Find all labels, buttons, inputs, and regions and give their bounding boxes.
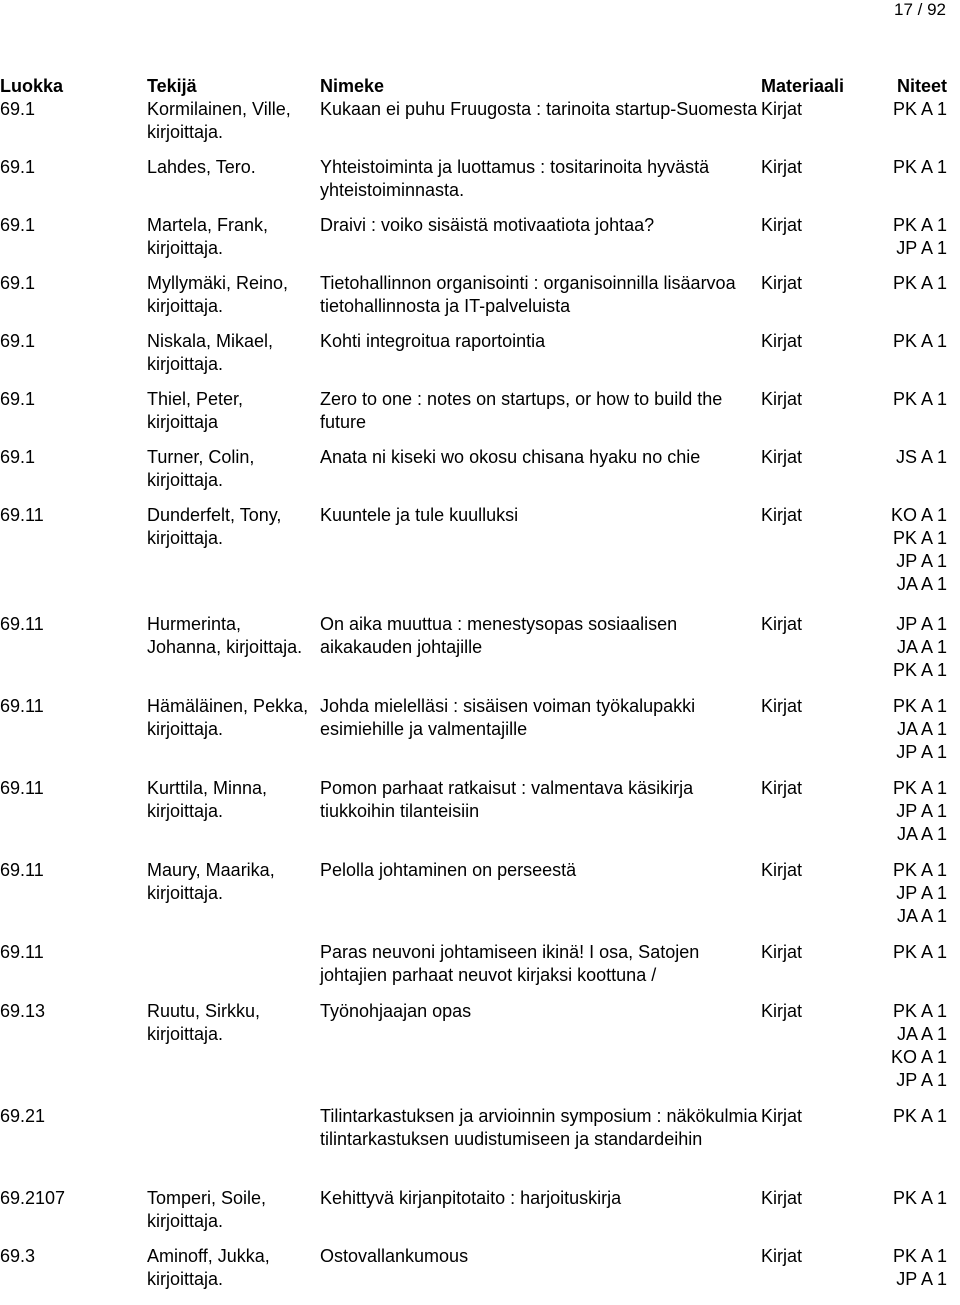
cell-material: Kirjat bbox=[761, 1001, 803, 1021]
location-item: PK A 1 bbox=[892, 942, 947, 962]
location-item: JP A 1 bbox=[896, 1269, 947, 1289]
cell-locations bbox=[840, 941, 947, 964]
cell-title: Zero to one : notes on startups, or how to build the future bbox=[320, 389, 723, 432]
cell-author: Hämäläinen, Pekka, kirjoittaja. bbox=[147, 696, 309, 739]
location-item: PK A 1 bbox=[892, 389, 947, 409]
cell-title: Tilintarkastuksen ja arvioinnin symposium : näkökulmia tilintarkastuksen uudistumiseen ja standardeihin bbox=[320, 1106, 758, 1149]
cell-locations bbox=[840, 388, 947, 411]
table-row bbox=[0, 98, 960, 156]
cell-title: Anata ni kiseki wo okosu chisana hyaku no chie bbox=[320, 447, 701, 467]
location-item: PK A 1 bbox=[892, 215, 947, 235]
location-item: JP A 1 bbox=[896, 1070, 947, 1090]
cell-locations bbox=[840, 98, 947, 121]
table-row bbox=[0, 504, 960, 613]
cell-locations bbox=[840, 156, 947, 179]
cell-title: Yhteistoiminta ja luottamus : tositarinoita hyvästä yhteistoiminnasta. bbox=[320, 157, 710, 200]
table-header-row bbox=[0, 75, 960, 98]
location-item: JP A 1 bbox=[896, 742, 947, 762]
location-item: PK A 1 bbox=[892, 528, 947, 548]
cell-locations bbox=[840, 214, 947, 260]
cell-title: Tietohallinnon organisointi : organisoinnilla lisäarvoa tietohallinnosta ja IT-palveluista bbox=[320, 273, 736, 316]
cell-class: 69.11 bbox=[0, 614, 44, 634]
cell-title: Kohti integroitua raportointia bbox=[320, 331, 546, 351]
cell-class: 69.21 bbox=[0, 1106, 46, 1126]
location-item: JP A 1 bbox=[896, 614, 947, 634]
cell-title: Ostovallankumous bbox=[320, 1246, 469, 1266]
cell-material: Kirjat bbox=[761, 157, 803, 177]
cell-class: 69.3 bbox=[0, 1246, 36, 1266]
location-item: JS A 1 bbox=[895, 447, 947, 467]
cell-class: 69.1 bbox=[0, 215, 36, 235]
table-row bbox=[0, 330, 960, 388]
cell-class: 69.1 bbox=[0, 273, 36, 293]
cell-locations bbox=[840, 613, 947, 682]
location-item: JP A 1 bbox=[896, 883, 947, 903]
cell-title: Työnohjaajan opas bbox=[320, 1001, 472, 1021]
cell-locations bbox=[840, 504, 947, 596]
cell-title: On aika muuttua : menestysopas sosiaalisen aikakauden johtajille bbox=[320, 614, 678, 657]
cell-title: Paras neuvoni johtamiseen ikinä! I osa, Satojen johtajien parhaat neuvot kirjaksi koottuna / bbox=[320, 942, 700, 985]
location-item: JP A 1 bbox=[896, 551, 947, 571]
cell-material: Kirjat bbox=[761, 389, 803, 409]
cell-material: Kirjat bbox=[761, 1246, 803, 1266]
header-author: Tekijä bbox=[147, 76, 197, 96]
cell-author: Myllymäki, Reino, kirjoittaja. bbox=[147, 273, 289, 316]
table-row bbox=[0, 1245, 960, 1305]
cell-material: Kirjat bbox=[761, 778, 803, 798]
location-item: JA A 1 bbox=[896, 719, 947, 739]
cell-class: 69.13 bbox=[0, 1001, 46, 1021]
location-item: PK A 1 bbox=[892, 1188, 947, 1208]
cell-material: Kirjat bbox=[761, 696, 803, 716]
location-item: PK A 1 bbox=[892, 660, 947, 680]
cell-author: Kormilainen, Ville, kirjoittaja. bbox=[147, 99, 291, 142]
cell-class: 69.1 bbox=[0, 99, 36, 119]
location-item: PK A 1 bbox=[892, 331, 947, 351]
cell-title: Pelolla johtaminen on perseestä bbox=[320, 860, 577, 880]
cell-author: Maury, Maarika, kirjoittaja. bbox=[147, 860, 275, 903]
location-item: JA A 1 bbox=[896, 637, 947, 657]
cell-material: Kirjat bbox=[761, 215, 803, 235]
header-material: Materiaali bbox=[761, 76, 845, 96]
table-row bbox=[0, 214, 960, 272]
cell-locations bbox=[840, 695, 947, 764]
cell-material: Kirjat bbox=[761, 614, 803, 634]
cell-locations bbox=[840, 1105, 947, 1128]
location-item: PK A 1 bbox=[892, 696, 947, 716]
cell-material: Kirjat bbox=[761, 447, 803, 467]
cell-material: Kirjat bbox=[761, 1188, 803, 1208]
cell-class: 69.1 bbox=[0, 447, 36, 467]
location-item: JP A 1 bbox=[896, 238, 947, 258]
cell-class: 69.1 bbox=[0, 331, 36, 351]
table-row bbox=[0, 388, 960, 446]
cell-title: Kukaan ei puhu Fruugosta : tarinoita startup-Suomesta bbox=[320, 99, 758, 119]
location-item: PK A 1 bbox=[892, 99, 947, 119]
table-row bbox=[0, 777, 960, 859]
location-item: KO A 1 bbox=[890, 1047, 947, 1067]
cell-locations bbox=[840, 446, 947, 469]
location-item: JA A 1 bbox=[896, 906, 947, 926]
cell-author: Niskala, Mikael, kirjoittaja. bbox=[147, 331, 274, 374]
cell-class: 69.11 bbox=[0, 860, 44, 880]
table-row bbox=[0, 613, 960, 695]
location-item: KO A 1 bbox=[890, 505, 947, 525]
cell-locations bbox=[840, 330, 947, 353]
table-row bbox=[0, 156, 960, 214]
cell-title: Kuuntele ja tule kuulluksi bbox=[320, 505, 519, 525]
cell-author: Tomperi, Soile, kirjoittaja. bbox=[147, 1188, 267, 1231]
cell-class: 69.1 bbox=[0, 157, 36, 177]
cell-material: Kirjat bbox=[761, 273, 803, 293]
table-row bbox=[0, 446, 960, 504]
location-item: JP A 1 bbox=[896, 801, 947, 821]
cell-locations bbox=[840, 859, 947, 928]
cell-title: Draivi : voiko sisäistä motivaatiota johtaa? bbox=[320, 215, 655, 235]
table-row bbox=[0, 1105, 960, 1187]
cell-author: Hurmerinta, Johanna, kirjoittaja. bbox=[147, 614, 303, 657]
cell-material: Kirjat bbox=[761, 942, 803, 962]
cell-author: Ruutu, Sirkku, kirjoittaja. bbox=[147, 1001, 261, 1044]
cell-material: Kirjat bbox=[761, 99, 803, 119]
table-row bbox=[0, 1000, 960, 1105]
catalog-table bbox=[0, 75, 960, 1305]
location-item: JA A 1 bbox=[896, 824, 947, 844]
cell-class: 69.11 bbox=[0, 942, 44, 962]
table-body bbox=[0, 98, 960, 1305]
header-class: Luokka bbox=[0, 76, 64, 96]
cell-author: Turner, Colin, kirjoittaja. bbox=[147, 447, 255, 490]
cell-author: Dunderfelt, Tony, kirjoittaja. bbox=[147, 505, 282, 548]
table-row bbox=[0, 272, 960, 330]
header-locations: Niteet bbox=[896, 76, 947, 96]
table-row bbox=[0, 941, 960, 1000]
cell-material: Kirjat bbox=[761, 505, 803, 525]
location-item: PK A 1 bbox=[892, 1246, 947, 1266]
cell-title: Pomon parhaat ratkaisut : valmentava käsikirja tiukkoihin tilanteisiin bbox=[320, 778, 694, 821]
location-item: PK A 1 bbox=[892, 1001, 947, 1021]
cell-author: Martela, Frank, kirjoittaja. bbox=[147, 215, 269, 258]
cell-author: Thiel, Peter, kirjoittaja bbox=[147, 389, 244, 432]
table-row bbox=[0, 1187, 960, 1245]
cell-material: Kirjat bbox=[761, 1106, 803, 1126]
location-item: PK A 1 bbox=[892, 157, 947, 177]
cell-class: 69.11 bbox=[0, 696, 44, 716]
cell-locations bbox=[840, 1000, 947, 1092]
cell-locations bbox=[840, 1187, 947, 1210]
cell-author: Kurttila, Minna, kirjoittaja. bbox=[147, 778, 268, 821]
cell-class: 69.11 bbox=[0, 505, 44, 525]
cell-material: Kirjat bbox=[761, 331, 803, 351]
location-item: JA A 1 bbox=[896, 1024, 947, 1044]
cell-author: Aminoff, Jukka, kirjoittaja. bbox=[147, 1246, 270, 1289]
location-item: PK A 1 bbox=[892, 778, 947, 798]
location-item: PK A 1 bbox=[892, 860, 947, 880]
cell-locations bbox=[840, 1245, 947, 1291]
cell-title: Johda mielelläsi : sisäisen voiman työkalupakki esimiehille ja valmentajille bbox=[320, 696, 696, 739]
page-number: 17 / 92 bbox=[894, 0, 946, 19]
location-item: PK A 1 bbox=[892, 1106, 947, 1126]
cell-material: Kirjat bbox=[761, 860, 803, 880]
cell-locations bbox=[840, 777, 947, 846]
cell-locations bbox=[840, 272, 947, 295]
cell-class: 69.2107 bbox=[0, 1188, 66, 1208]
cell-class: 69.11 bbox=[0, 778, 44, 798]
location-item: JA A 1 bbox=[896, 574, 947, 594]
table-row bbox=[0, 695, 960, 777]
header-title: Nimeke bbox=[320, 76, 385, 96]
cell-title: Kehittyvä kirjanpitotaito : harjoituskirja bbox=[320, 1188, 622, 1208]
location-item: PK A 1 bbox=[892, 273, 947, 293]
table-row bbox=[0, 859, 960, 941]
cell-author: Lahdes, Tero. bbox=[147, 157, 256, 177]
cell-class: 69.1 bbox=[0, 389, 36, 409]
